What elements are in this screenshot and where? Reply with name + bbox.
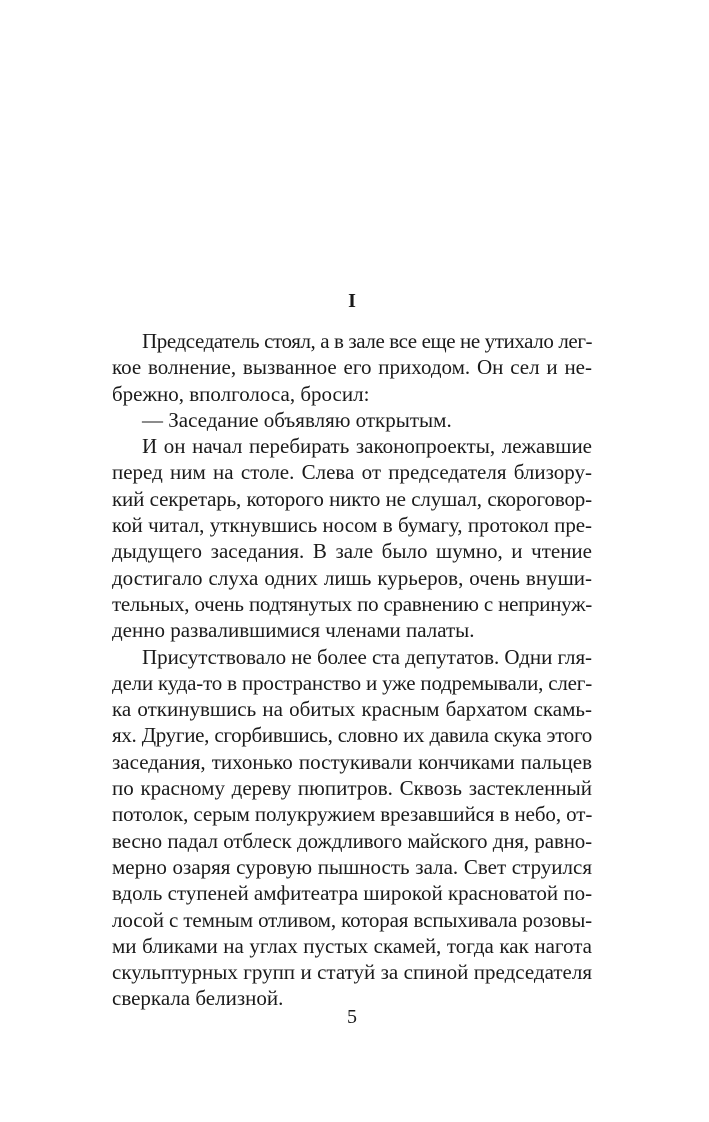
text-line: вдоль ступеней амфитеатра широкой красноватой по- <box>112 881 593 906</box>
text-line: брежно, вполголоса, бросил: <box>112 381 370 406</box>
text-line: лосой с темным отливом, которая вспыхивала розовы- <box>112 907 592 932</box>
text-line: мерно озаряя суровую пышность зала. Свет струился <box>112 854 592 879</box>
page-number: 5 <box>347 1006 357 1028</box>
text-line: кой читал, уткнувшись носом в бумагу, протокол пре- <box>112 513 592 538</box>
text-line: ми бликами на углах пустых скамей, тогда как нагота <box>112 933 592 958</box>
text-line: достигало слуха одних лишь курьеров, очень внуши- <box>112 565 592 590</box>
text-line: дели куда-то в пространство и уже подремывали, слег- <box>112 670 592 695</box>
text-line: ка откинувшись на обитых красным бархатом скамь- <box>112 697 592 722</box>
text-line: по красному дереву пюпитров. Сквозь застекленный <box>112 776 592 801</box>
text-line: тельных, очень подтянутых по сравнению с непринуж- <box>112 591 592 616</box>
chapter-number: I <box>348 290 356 312</box>
text-line: сверкала белизной. <box>112 986 284 1011</box>
text-line: Присутствовало не более ста депутатов. Одни гля- <box>142 644 592 669</box>
text-line: Председатель стоял, а в зале все еще не утихало лег- <box>142 329 593 353</box>
body-text <box>112 328 592 1012</box>
text-line: кое волнение, вызванное его приходом. Он сел и не- <box>112 355 592 380</box>
text-line: — Заседание объявляю открытым. <box>142 407 452 432</box>
book-page <box>112 0 592 1122</box>
text-line: денно развалившимися членами палаты. <box>112 618 475 643</box>
text-line: ях. Другие, сгорбившись, словно их давила скука этого <box>112 723 592 748</box>
text-line: весно падал отблеск дождливого майского дня, равно- <box>112 828 592 853</box>
text-line: кий секретарь, которого никто не слушал, скороговор- <box>112 486 592 511</box>
text-line: скульптурных групп и статуй за спиной председателя <box>112 960 592 985</box>
text-line: дыдущего заседания. В зале было шумно, и чтение <box>112 539 592 564</box>
text-line: заседания, тихонько постукивали кончиками пальцев <box>112 749 592 774</box>
text-line: потолок, серым полукружием врезавшийся в небо, от- <box>112 802 593 827</box>
text-line: И он начал перебирать законопроекты, лежавшие <box>142 434 592 459</box>
text-line: перед ним на столе. Слева от председателя близору- <box>112 460 592 485</box>
